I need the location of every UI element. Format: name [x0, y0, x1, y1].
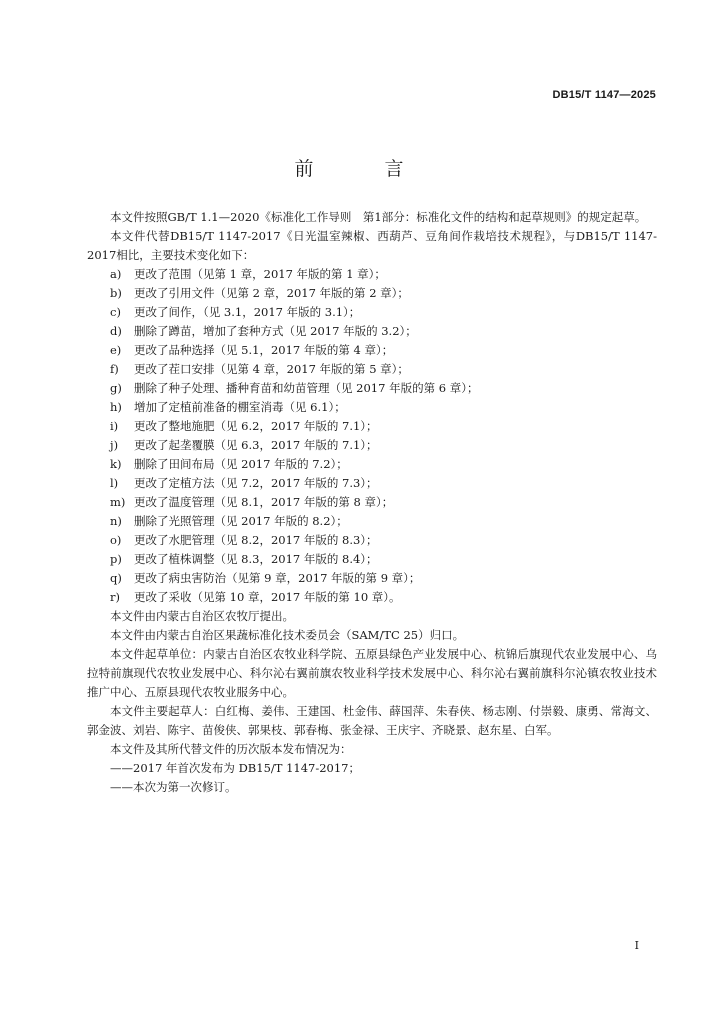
list-item: n) 删除了光照管理（见 2017 年版的 8.2）； [110, 514, 348, 528]
paragraph-drafting-units: 本文件起草单位：内蒙古自治区农牧业科学院、五原县绿色产业发展中心、杭锦后旗现代农业发展中心、乌拉特前旗现代农牧业发展中心、科尔沁右翼前旗农牧业科学技术发展中心、科尔沁右翼前旗科尔沁镇农牧业技术推广中心、五原县现代农牧业服务中心。 [87, 647, 657, 699]
list-item: e) 更改了品种选择（见 5.1，2017 年版的第 4 章）； [110, 343, 394, 357]
list-item: o) 更改了水肥管理（见 8.2，2017 年版的 8.3）； [110, 533, 378, 547]
list-item: r) 更改了采收（见第 10 章，2017 年版的第 10 章）。 [110, 590, 401, 604]
change-list [87, 265, 657, 607]
paragraph-drafters: 本文件主要起草人：白红梅、姜伟、王建国、杜金伟、薛国萍、朱春侠、杨志刚、付崇毅、康勇、常海文、郭金波、刘岩、陈宇、苗俊侠、郭果枝、郭春梅、张金禄、王庆宇、齐晓景、赵东星、白军。 [87, 704, 657, 737]
list-item: p) 更改了植株调整（见 8.3，2017 年版的 8.4）； [110, 552, 378, 566]
paragraph-drafting-rules: 本文件按照GB/T 1.1—2020《标准化工作导则 第1部分：标准化文件的结构和起草规则》的规定起草。 [110, 210, 647, 224]
history-item: ——2017 年首次发布为 DB15/T 1147-2017； [110, 761, 361, 775]
list-item: a) 更改了范围（见第 1 章，2017 年版的第 1 章）； [110, 267, 386, 281]
list-item: b) 更改了引用文件（见第 2 章，2017 年版的第 2 章）； [110, 286, 409, 300]
list-item: h) 增加了定植前准备的棚室消毒（见 6.1）； [110, 400, 346, 414]
document-code: DB15/T 1147—2025 [552, 89, 656, 101]
list-item: q) 更改了病虫害防治（见第 9 章，2017 年版的第 9 章）； [110, 571, 421, 585]
list-item: d) 删除了蹲苗，增加了套种方式（见 2017 年版的 3.2）； [110, 324, 417, 338]
list-item: f) 更改了茬口安排（见第 4 章，2017 年版的第 5 章）； [110, 362, 409, 376]
page-number: I [634, 939, 639, 952]
list-item: k) 删除了田间布局（见 2017 年版的 7.2）； [110, 457, 348, 471]
list-item: c) 更改了间作，（见 3.1，2017 年版的 3.1）； [110, 305, 361, 319]
list-item: j) 更改了起垄覆膜（见 6.3，2017 年版的 7.1）； [110, 438, 378, 452]
page-title: 前 言 [294, 158, 430, 180]
list-item: g) 删除了种子处理、播种育苗和幼苗管理（见 2017 年版的第 6 章）； [110, 381, 479, 395]
paragraph-history-intro: 本文件及其所代替文件的历次版本发布情况为： [110, 742, 352, 756]
list-item: i) 更改了整地施肥（见 6.2，2017 年版的 7.1）； [110, 419, 378, 433]
history-item: ——本次为第一次修订。 [110, 780, 237, 794]
paragraph-committee: 本文件由内蒙古自治区果蔬标准化技术委员会（SAM/TC 25）归口。 [110, 628, 465, 642]
list-item: l) 更改了定植方法（见 7.2，2017 年版的 7.3）； [110, 476, 378, 490]
document-body [87, 208, 657, 797]
paragraph-replaces: 本文件代替DB15/T 1147-2017《日光温室辣椒、西葫芦、豆角间作栽培技术规程》，与DB15/T 1147-2017相比，主要技术变化如下： [87, 229, 657, 262]
paragraph-proposer: 本文件由内蒙古自治区农牧厅提出。 [110, 609, 294, 623]
list-item: m) 更改了温度管理（见 8.1，2017 年版的第 8 章）； [110, 495, 394, 509]
